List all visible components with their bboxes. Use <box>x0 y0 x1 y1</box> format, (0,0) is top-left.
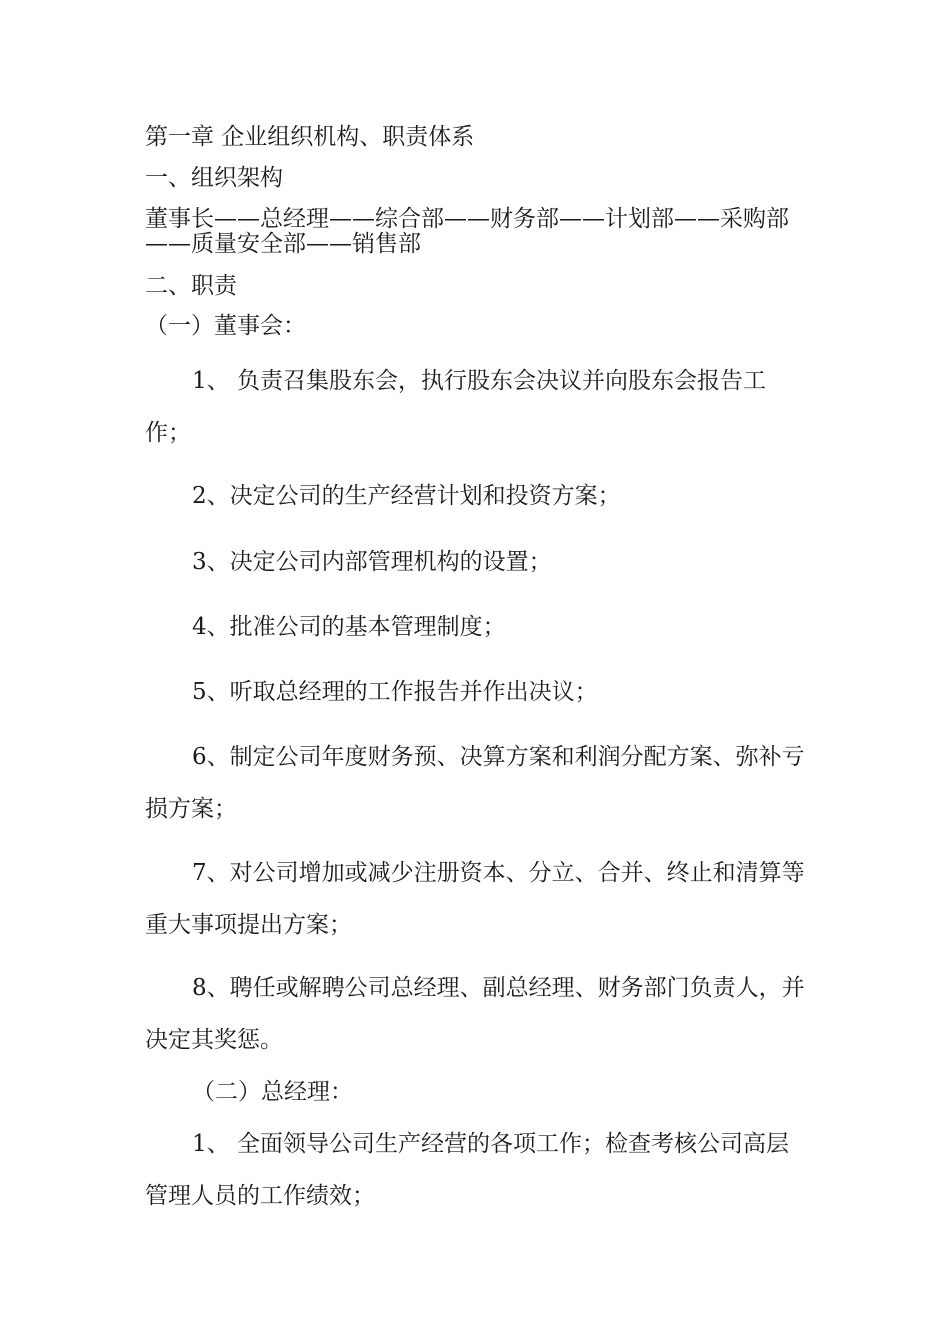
section-heading-org: 一、组织架构 <box>145 165 283 191</box>
board-heading: （一）董事会： <box>145 313 306 339</box>
org-chain: 董事长——总经理——综合部——财务部——计划部——采购部——质量安全部——销售部 <box>145 206 789 257</box>
board-item: 1、 负责召集股东会，执行股东会决议并向股东会报告工作； <box>145 368 766 446</box>
section-heading-duties: 二、职责 <box>145 273 237 299</box>
board-item: 6、制定公司年度财务预、决算方案和利润分配方案、弥补亏损方案； <box>145 744 805 822</box>
board-item: 4、批准公司的基本管理制度； <box>192 614 506 640</box>
board-item: 3、决定公司内部管理机构的设置； <box>192 549 552 575</box>
gm-heading: （二）总经理： <box>192 1079 353 1105</box>
board-item: 2、决定公司的生产经营计划和投资方案； <box>192 483 621 509</box>
chapter-title: 第一章 企业组织机构、职责体系 <box>145 124 475 150</box>
board-item: 7、对公司增加或减少注册资本、分立、合并、终止和清算等重大事项提出方案； <box>145 860 805 938</box>
board-item: 8、聘任或解聘公司总经理、副总经理、财务部门负责人，并决定其奖惩。 <box>145 975 805 1053</box>
board-item: 5、听取总经理的工作报告并作出决议； <box>192 679 598 705</box>
gm-item: 1、 全面领导公司生产经营的各项工作；检查考核公司高层管理人员的工作绩效； <box>145 1131 789 1209</box>
